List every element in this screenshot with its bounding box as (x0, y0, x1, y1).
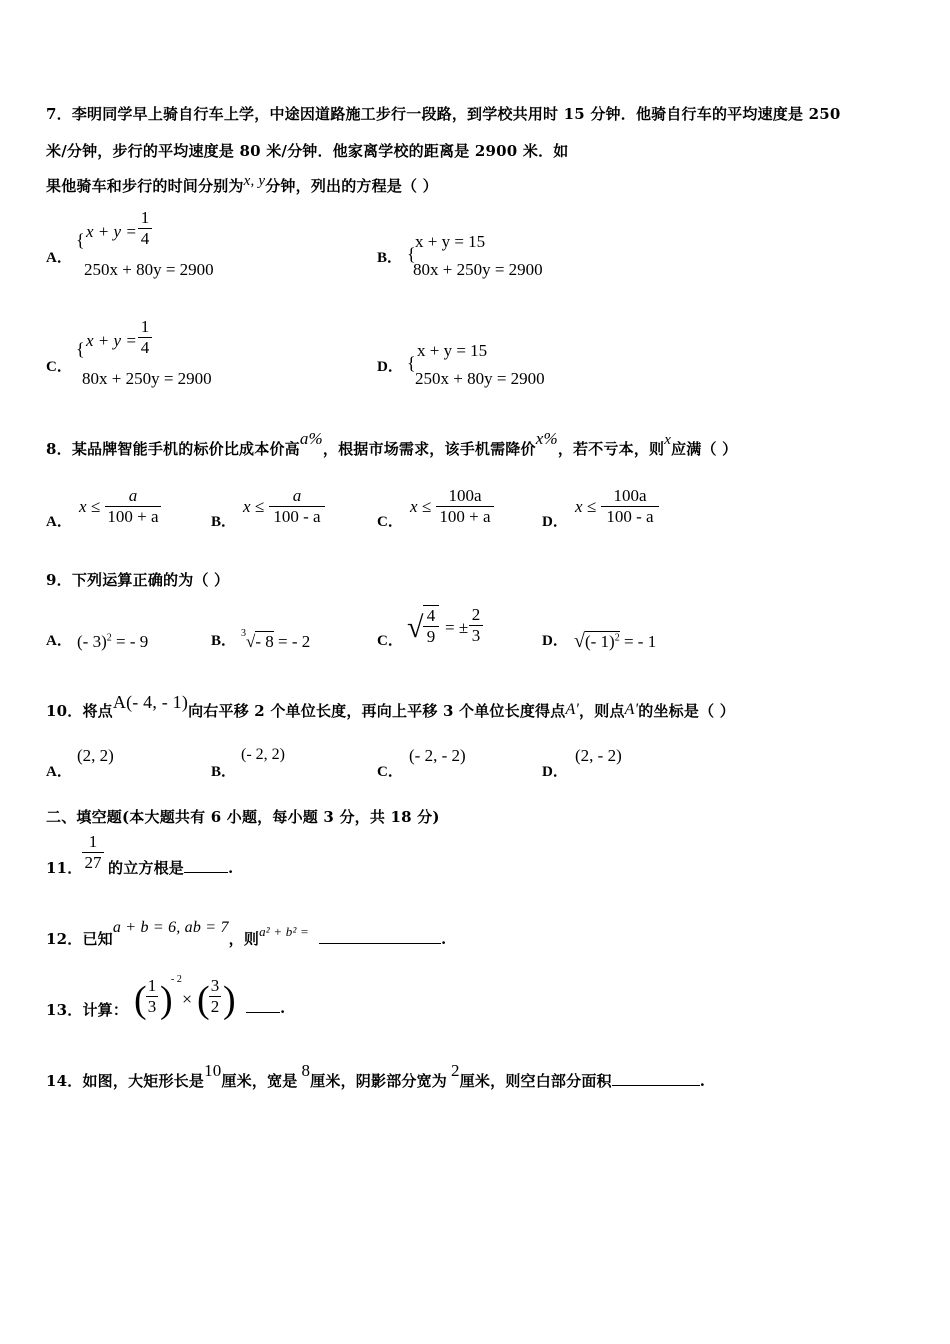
q10-option-a-value: (2, 2) (77, 746, 114, 765)
q10-option-a-label: A． (46, 764, 72, 780)
q14-text: 14．如图，大矩形长是10厘米，宽是8厘米，阴影部分宽为2厘米，则空白部分面积 . (46, 1061, 706, 1090)
q12-answer-blank[interactable] (319, 943, 441, 944)
q7-option-b-system: { x + y = 15 80x + 250y = 2900 (407, 232, 543, 279)
q11-prefix: 11． (46, 859, 83, 877)
q10-option-d-value: (2, - 2) (575, 746, 622, 765)
q8-option-d-label: D． (542, 514, 568, 530)
q9-option-a-label: A． (46, 633, 72, 649)
q8-stem: 8．某品牌智能手机的标价比成本价高a%，根据市场需求，该手机需降价x%，若不亏本，则x应满（ ） (46, 429, 738, 458)
section-heading: 二、填空题(本大题共有 6 小题，每小题 3 分，共 18 分) (46, 808, 440, 826)
q8-option-c-label: C． (377, 514, 403, 530)
q10-option-d-label: D． (542, 764, 568, 780)
q7-option-c-label: C． (46, 359, 72, 375)
q7-line3: 果他骑车和步行的时间分别为x, y分钟，列出的方程是（ ） (46, 173, 438, 195)
q11-answer-blank[interactable] (184, 872, 228, 873)
q11-text: 的立方根是 . (108, 859, 234, 877)
q10-stem: 10．将点A(- 4, - 1)向右平移 2 个单位长度，再向上平移 3 个单位长度得点A'，则点A'的坐标是（ ） (46, 692, 735, 720)
q9-option-c-label: C． (377, 633, 403, 649)
q9-option-b-expr: $^3$√- 8 = - 2 (241, 628, 311, 651)
q10-option-c-label: C． (377, 764, 403, 780)
q7-option-d-label: D． (377, 359, 403, 375)
q8-option-a-label: A． (46, 514, 72, 530)
q7-option-a-system: { x + y = 1 4 250x + 80y = 2900 (76, 208, 214, 279)
q9-stem: 9．下列运算正确的为（ ） (46, 571, 230, 589)
q7-line1: 7．李明同学早上骑自行车上学，中途因道路施工步行一段路，到学校共用时 15 分钟．他骑自行车的平均速度是 250 (46, 105, 841, 123)
q7-option-d-system: { x + y = 15 250x + 80y = 2900 (407, 341, 545, 388)
q11-fraction: 1 27 (82, 832, 104, 873)
q8-option-b-label: B． (211, 514, 237, 530)
q10-option-c-value: (- 2, - 2) (409, 746, 466, 765)
q13-prefix: 13．计算： (46, 1001, 129, 1019)
q12-text: 12．已知a + b = 6, ab = 7，则a² + b² = . (46, 919, 447, 948)
q7-option-c-system: { x + y = 1 4 80x + 250y = 2900 (76, 317, 212, 388)
q10-option-b-value: (- 2, 2) (241, 746, 285, 763)
q9-option-b-label: B． (211, 633, 237, 649)
q9-option-d-label: D． (542, 633, 568, 649)
q13-answer: . (246, 999, 285, 1017)
q7-option-a-label: A． (46, 250, 72, 266)
q14-answer-blank[interactable] (612, 1085, 700, 1086)
q9-option-a-expr: (- 3)$^2$ = - 9 (77, 632, 149, 651)
q7-option-b-label: B． (377, 250, 403, 266)
q10-option-b-label: B． (211, 764, 237, 780)
q13-answer-blank[interactable] (246, 1012, 280, 1013)
q7-line2: 米/分钟，步行的平均速度是 80 米/分钟．他家离学校的距离是 2900 米．如 (46, 142, 569, 160)
q9-option-d-expr: √(- 1)$^2$ = - 1 (574, 630, 657, 652)
